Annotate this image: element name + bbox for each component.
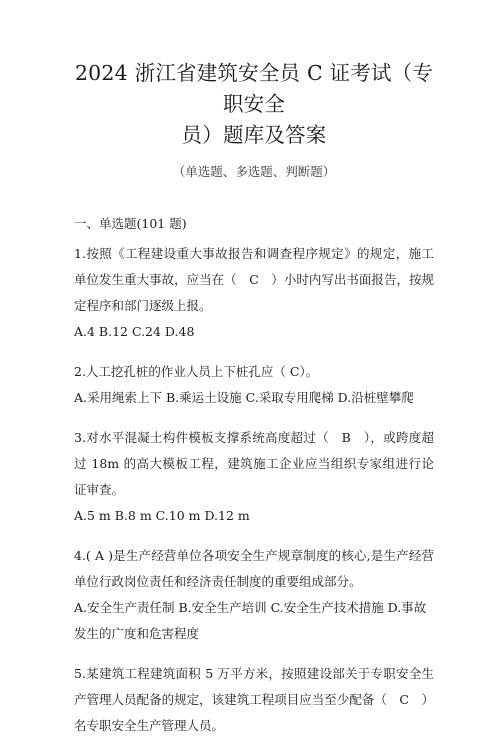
section-heading: 一、单选题(101 题): [74, 216, 187, 231]
question-3: [74, 425, 434, 529]
question-options: A.采用绳索上下 B.乘运土设施 C.采取专用爬梯 D.沿桩壁攀爬: [74, 390, 414, 405]
question-2: [74, 359, 434, 411]
question-options: A.5 m B.8 m C.10 m D.12 m: [74, 508, 250, 523]
question-stem: 3.对水平混凝土构件模板支撑系统高度超过（ B ），或跨度超过 18m 的高大模板工程，建筑施工企业应当组织专家组进行论证审查。: [74, 430, 434, 497]
document-title: [74, 58, 434, 151]
question-stem: 4.( A )是生产经营单位各项安全生产规章制度的核心,是生产经营单位行政岗位责任和经济责任制度的重要组成部分。: [74, 548, 434, 589]
title-line-1: 2024 浙江省建筑安全员 C 证考试（专职安全: [74, 61, 434, 116]
question-options: A.4 B.12 C.24 D.48: [74, 324, 195, 339]
question-1: [74, 241, 434, 345]
title-line-2: 员）题库及答案: [181, 123, 327, 147]
question-5: [74, 661, 434, 739]
question-stem: 2.人工挖孔桩的作业人员上下桩孔应（ C）。: [74, 364, 319, 379]
question-4: [74, 543, 434, 647]
document-subtitle: （单选题、多选题、判断题）: [172, 164, 336, 179]
question-options: A.安全生产责任制 B.安全生产培训 C.安全生产技术措施 D.事故发生的广度和危害程度: [74, 600, 427, 641]
question-stem: 1.按照《工程建设重大事故报告和调查程序规定》的规定，施工单位发生重大事故，应当在（ C ）小时内写出书面报告，按规定程序和部门逐级上报。: [74, 246, 434, 313]
question-stem: 5.某建筑工程建筑面积 5 万平方米，按照建设部关于专职安全生产管理人员配备的规定，该建筑工程项目应当至少配备（ C ）名专职安全生产管理人员。: [74, 666, 434, 733]
